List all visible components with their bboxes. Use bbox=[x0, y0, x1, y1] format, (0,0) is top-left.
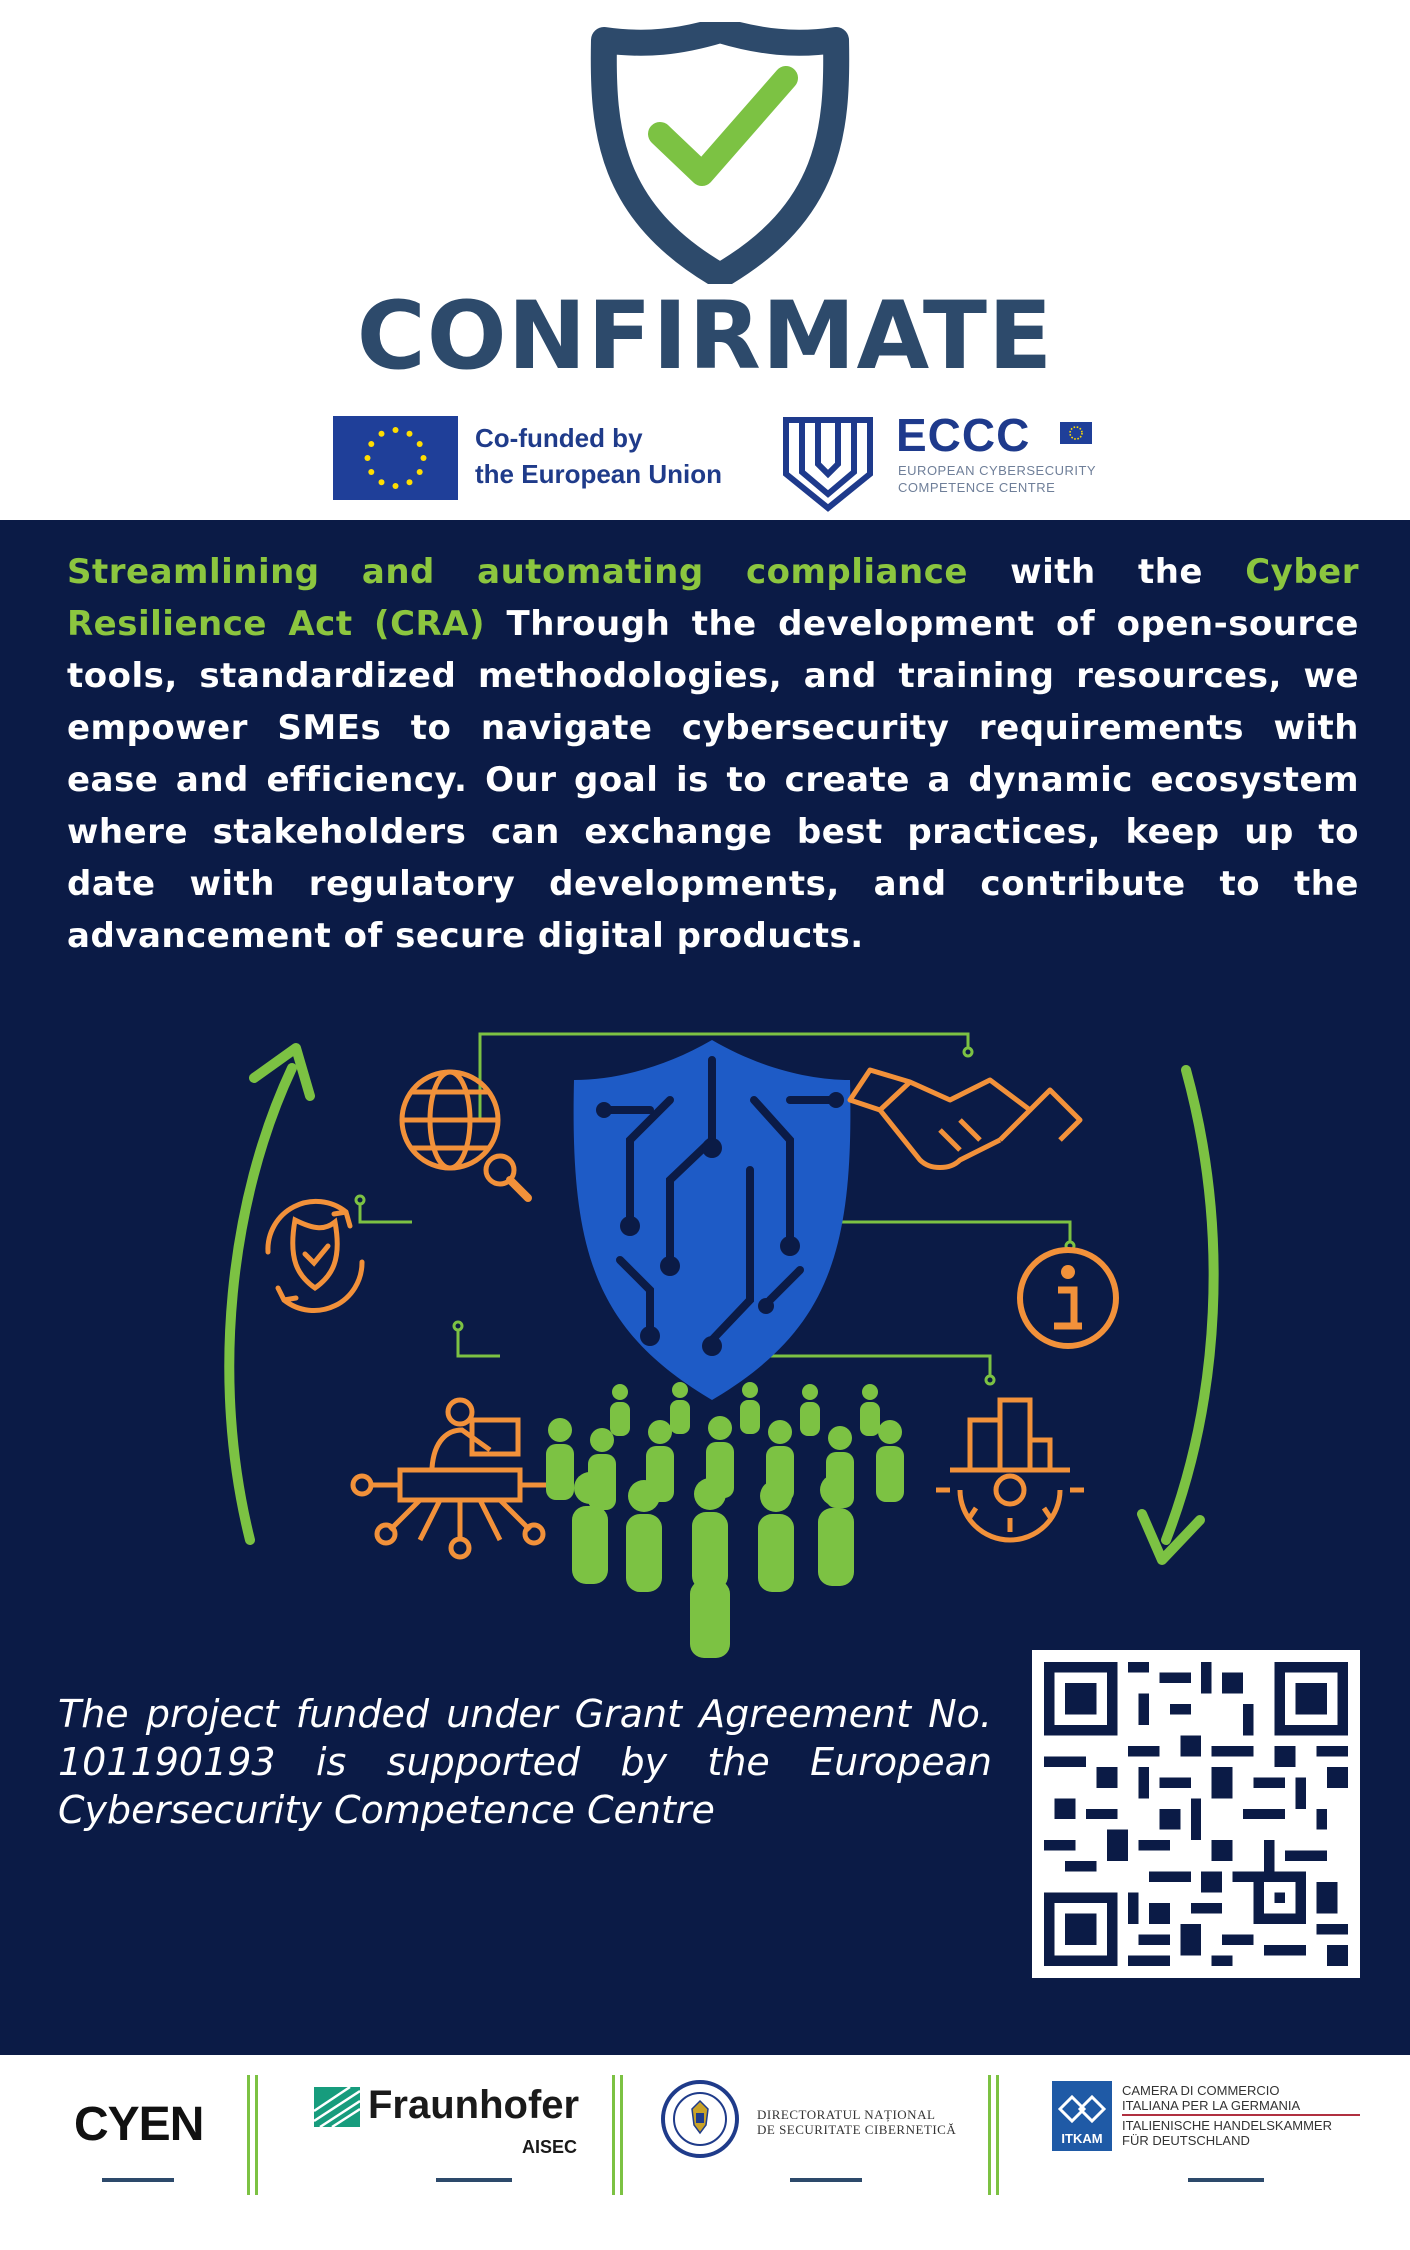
cycle-arrow-right-icon bbox=[1142, 1070, 1214, 1560]
eu-line-1: Co-funded by bbox=[475, 423, 643, 453]
globe-search-icon bbox=[402, 1072, 528, 1198]
eu-line-2: the European Union bbox=[475, 459, 722, 489]
intro-paragraph bbox=[67, 546, 1359, 962]
divider-2 bbox=[612, 2075, 624, 2195]
dnsc-line-1: DIRECTORATUL NAȚIONAL bbox=[757, 2107, 936, 2122]
qr-code[interactable] bbox=[1032, 1650, 1360, 1978]
itkam-it-line-2: ITALIANA PER LA GERMANIA bbox=[1122, 2098, 1301, 2113]
dnsc-line-2: DE SECURITATE CIBERNETICĂ bbox=[757, 2122, 957, 2137]
itkam-name-german bbox=[1122, 2118, 1332, 2148]
cycle-arrow-left-icon bbox=[229, 1048, 310, 1540]
itkam-de-line-1: ITALIENISCHE HANDELSKAMMER bbox=[1122, 2118, 1332, 2133]
eccc-subtitle bbox=[898, 462, 1096, 496]
itkam-de-line-2: FÜR DEUTSCHLAND bbox=[1122, 2133, 1250, 2148]
intro-body: Through the development of open-source tools, standardized methodologies, and training resources, we empower SMEs to navigate cybersecurity requirements with ease and efficiency. Our goal is to create a dynamic ecosystem where stakeholders can exchange best practices, keep up to date with regulatory developments, and contribute to the advancement of secure digital products. bbox=[67, 604, 1359, 956]
partner-logos bbox=[0, 2055, 1410, 2250]
content-panel bbox=[0, 520, 1410, 2055]
handshake-icon bbox=[850, 1070, 1080, 1168]
ecosystem-illustration bbox=[150, 1000, 1260, 1660]
fraunhofer-name: Fraunhofer bbox=[368, 2083, 580, 2127]
eccc-sub-line-2: COMPETENCE CENTRE bbox=[898, 480, 1056, 495]
crowd-icon bbox=[546, 1382, 904, 1658]
fraunhofer-logo-icon bbox=[314, 2087, 360, 2127]
intro-highlight-compliance: Streamlining and automating compliance bbox=[67, 552, 968, 592]
itkam-rule bbox=[1122, 2114, 1360, 2116]
shield-refresh-icon bbox=[268, 1201, 362, 1310]
info-icon bbox=[1020, 1250, 1116, 1346]
shield-check-logo-icon bbox=[590, 22, 850, 284]
dnsc-name bbox=[757, 2107, 956, 2137]
cyen-logo: CYEN bbox=[74, 2098, 204, 2151]
itkam-underline bbox=[1188, 2178, 1264, 2182]
circuit-shield-icon bbox=[574, 1040, 851, 1400]
city-gear-icon bbox=[936, 1400, 1084, 1540]
cyen-underline bbox=[102, 2178, 174, 2182]
itkam-it-line-1: CAMERA DI COMMERCIO bbox=[1122, 2083, 1280, 2098]
itkam-logo-text: ITKAM bbox=[1061, 2131, 1103, 2146]
presenter-network-icon bbox=[353, 1400, 567, 1557]
divider-1 bbox=[247, 2075, 259, 2195]
divider-3 bbox=[988, 2075, 1000, 2195]
itkam-logo-icon bbox=[1052, 2081, 1112, 2151]
eccc-sub-line-1: EUROPEAN CYBERSECURITY bbox=[898, 463, 1097, 478]
eu-cofunded-text bbox=[475, 420, 722, 492]
dnsc-underline bbox=[790, 2178, 862, 2182]
eccc-eu-flag-icon bbox=[1060, 422, 1092, 444]
eu-flag-icon bbox=[333, 416, 458, 500]
fraunhofer-underline bbox=[436, 2178, 512, 2182]
brand-title: CONFIRMATE bbox=[356, 282, 1054, 391]
qr-code-icon bbox=[1044, 1662, 1348, 1966]
fraunhofer-unit: AISEC bbox=[522, 2137, 578, 2157]
grant-statement: The project funded under Grant Agreement No. 101190193 is supported by the European Cybersecurity Competence Centre bbox=[58, 1692, 992, 1832]
eccc-shield-icon bbox=[780, 414, 876, 514]
intro-highlight-cra: Cyber Resilience Act (CRA) bbox=[67, 552, 1359, 644]
eccc-name: ECCC bbox=[896, 409, 1031, 461]
government-seal-icon bbox=[660, 2079, 740, 2159]
intro-connector: with the bbox=[967, 552, 1246, 592]
itkam-name-italian bbox=[1122, 2083, 1300, 2113]
